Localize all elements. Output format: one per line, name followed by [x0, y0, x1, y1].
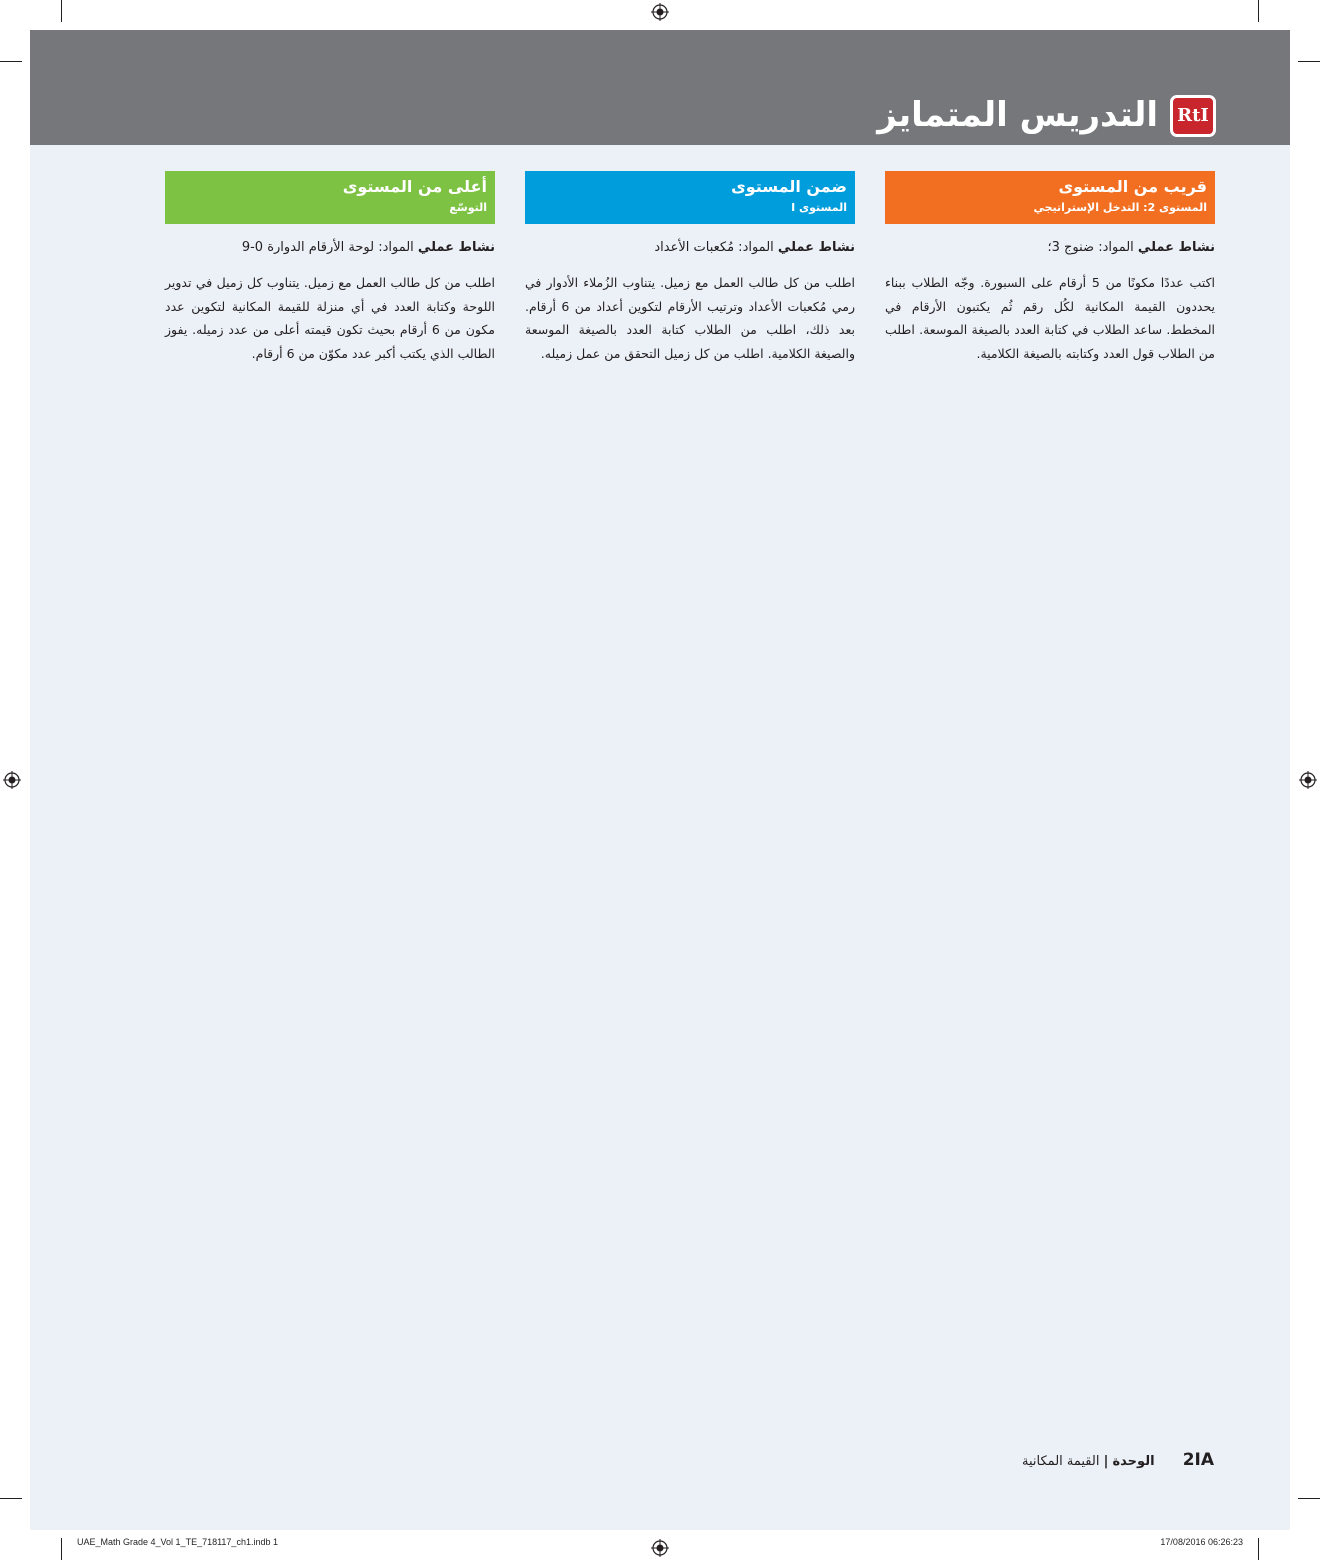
page-footer [1022, 1448, 1214, 1474]
crop-mark [61, 1538, 62, 1560]
crop-mark [1298, 1498, 1320, 1499]
activity-line [165, 238, 495, 258]
activity-materials: المواد: لوحة الأرقام الدوارة 0-9 [241, 240, 414, 255]
column-body: اطلب من كل طالب العمل مع زميل. يتناوب الزُملاء الأدوار في رمي مُكعبات الأعداد وترتيب الأرقام لتكوين أعداد من 6 أرقام. بعد ذلك، اطلب من الطلاب كتابة العدد بالصيغة الموسعة والصيغة الكلامية. اطلب من كل زميل التحقق من عمل زميله. [525, 275, 856, 361]
registration-mark-icon [3, 771, 21, 789]
column-body: اكتب عددًا مكونًا من 5 أرقام على السبورة. وجّه الطلاب ببناء يحددون القيمة المكانية لكُل رقم ثُم يكتبون الأرقام في المخطط. ساعد الطلاب في كتابة العدد بالصيغة الموسعة. اطلب من الطلاب قول العدد وكتابته بالصيغة الكلامية. [885, 275, 1215, 361]
crop-mark [1298, 61, 1320, 62]
column-subtitle: المستوى I [791, 201, 847, 214]
crop-mark [0, 61, 22, 62]
activity-label: نشاط عملي [1137, 240, 1215, 255]
activity-materials: المواد: ضنوج 3؛ [1047, 240, 1134, 255]
footer-separator: | [1103, 1454, 1109, 1469]
page-title: التدريس المتمايز [877, 95, 1158, 135]
activity-label: نشاط عملي [777, 240, 855, 255]
column-title: أعلى من المستوى [342, 177, 487, 196]
column-approaching-level [885, 171, 1215, 365]
chapter-label: الوحدة [1112, 1454, 1155, 1469]
registration-mark-icon [651, 1539, 669, 1557]
page-number: 2IA [1182, 1450, 1214, 1470]
column-on-level [525, 171, 855, 365]
chapter-title: القيمة المكانية [1022, 1454, 1100, 1469]
column-subtitle: المستوى 2: التدخل الإستراتيجي [1033, 201, 1207, 214]
column-title: قريب من المستوى [1058, 177, 1207, 196]
column-subtitle: التوسّع [449, 201, 487, 214]
slug-timestamp: 17/08/2016 06:26:23 [1160, 1537, 1243, 1547]
crop-mark [61, 0, 62, 22]
column-header [525, 171, 855, 224]
activity-line [525, 238, 855, 258]
slug-filename: UAE_Math Grade 4_Vol 1_TE_718117_ch1.indb 1 [77, 1537, 278, 1547]
column-beyond-level [165, 171, 495, 365]
rti-badge-icon: RtI [1170, 95, 1216, 137]
activity-line [885, 238, 1215, 258]
registration-mark-icon [1299, 771, 1317, 789]
column-title: ضمن المستوى [731, 177, 847, 196]
column-body: اطلب من كل طالب العمل مع زميل. يتناوب كل زميل في تدوير اللوحة وكتابة العدد في أي منزلة للقيمة المكانية لتكوين عدد مكون من 6 أرقام بحيث تكون قيمته أعلى من عدد زميله. يفوز الطالب الذي يكتب أكبر عدد مكوّن من 6 أرقام. [165, 275, 495, 361]
crop-mark [1258, 1538, 1259, 1560]
crop-mark [1258, 0, 1259, 22]
registration-mark-icon [651, 3, 669, 21]
column-header [885, 171, 1215, 224]
activity-materials: المواد: مُكعبات الأعداد [654, 240, 774, 255]
activity-label: نشاط عملي [417, 240, 495, 255]
column-header [165, 171, 495, 224]
crop-mark [0, 1498, 22, 1499]
